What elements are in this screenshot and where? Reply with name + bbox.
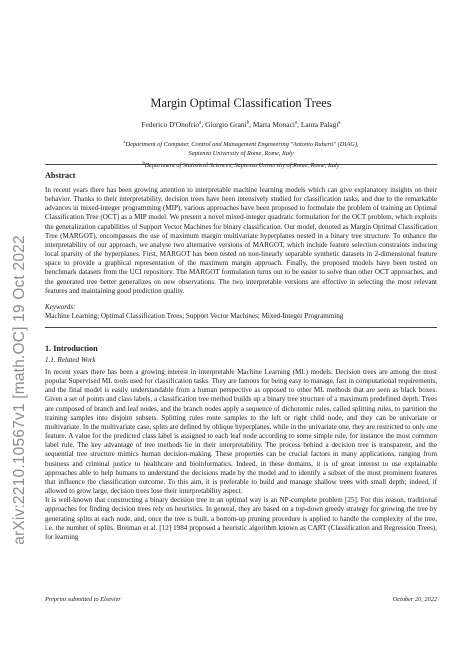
subsection-heading-related-work: 1.1. Related Work: [45, 356, 96, 364]
arxiv-id-text: arXiv:2210.10567v1 [math.OC] 19 Oct 2022: [11, 235, 29, 545]
footer-preprint-note: Preprint submitted to Elsevier: [45, 596, 121, 603]
introduction-body: [45, 368, 437, 542]
author: Giorgio Grani$^b$: [205, 120, 250, 129]
section-heading-introduction: 1. Introduction: [45, 344, 98, 353]
abstract-text: In recent years there has been growing attention to interpretable machine learning models which can give explanatory insights on their behavior. Thanks to their interpretability, decision trees have been intensively studied for classification tasks, and due to the remarkable advances in mixed-integer programming (MIP), various approaches have been proposed to formulate the problem of training an Optimal Classification Tree (OCT) as a MIP model. We present a novel mixed-integer quadratic formulation for the OCT problem, which exploits the generalization capabilities of Support Vector Machines for binary classification. Our model, denoted as Margin Optimal Classification Tree (MARGOT), encompasses the use of maximum margin multivariate hyperplanes nested in a binary tree structure. To enhance the interpretability of our approach, we analyse two alternative versions of MARGOT, which include feature selection constraints inducing local sparsity of the hyperplanes. First, MARGOT has been tested on non-linearly separable synthetic datasets in 2-dimensional feature space to provide a graphical representation of the maximum margin approach. Finally, the proposed models have been tested on benchmark datasets from the UCI repository. The MARGOT formulation turns out to be easier to solve than other OCT approaches, and the generated tree better generalizes on new observations. The two interpretable versions are effective in selecting the most relevant features and maintaining good prediction quality.: [45, 186, 437, 295]
affiliation-continued: Sapienza University of Rome, Rome, Italy: [188, 150, 294, 158]
paragraph: In recent years there has been a growing interest in interpretable Machine Learning (ML) models. Decision trees are among the most popular Supervised ML tools used for classification tasks. They are famous for being easy to manage, fast in computational requirements, and the final model is easily understandable from a human perspective as opposed to other ML methods that are seen as black boxes. Given a set of points and class labels, a classification tree method builds up a binary tree structure of a maximum predefined depth. Trees are composed of branch and leaf nodes, and the branch nodes apply a sequence of dichotomic rules, called splitting rules, to partition the training samples into disjoint subsets. Splitting rules route samples to the left or right child node, and they can be univariate or multivariate. In the multivariate case, splits are defined by oblique hyperplanes, while in the univariate one, they are restricted to only one feature. A value for the predicted class label is assigned to each leaf node according to some simple rule, for instance the most common label rule. The key advantage of tree methods lie in their interpretability. The process behind a decision tree is transparent, and the sequential tree structure mimics human decision-making. These properties can be crucial factors in many applications, ranging from business and criminal justice to healthcare and bioinformatics. Indeed, in these domains, it is of great interest to use explainable approaches able to help humans to understand the decisions made by the model and to identify a subset of the most prominent features that influence the classification outcome. To this aim, it is preferable to build and manage shallow trees with small depth; indeed, if allowed to grow large, decision trees lose their interpretability aspect.: [45, 368, 437, 496]
affiliation: $^a$Department of Computer, Control and Management Engineering "Antonio Ruberti" (DIAG),: [123, 139, 359, 149]
affiliations: [45, 137, 437, 170]
arxiv-identifier: [6, 200, 34, 580]
paragraph: It is well-known that constructing a binary decision tree in an optimal way is an NP-complete problem [25]. For this reason, traditional approaches for finding decision trees rely on heuristics. In general, they are based on a top-down greedy strategy for growing the tree by generating splits at each node, and, once the tree is built, a bottom-up pruning procedure is applied to handle the complexity of the tree, i.e. the number of splits. Breiman et al. [12] 1984 proposed a heuristic algorithm known as CART (Classification and Regression Trees), for learning: [45, 496, 437, 541]
keywords-text: Machine Learning; Optimal Classification Trees; Support Vector Machines; Mixed-Integer Programming: [45, 312, 344, 320]
affiliation: $^b$Department of Statistical Sciences, Sapienza University of Rome, Rome, Italy: [142, 160, 340, 170]
author: Marta Monaci$^a$: [252, 120, 298, 129]
author: Federico D'Onofrio$^a$: [141, 120, 202, 129]
page-footer: [45, 596, 437, 603]
abstract-top-rule: [45, 164, 437, 165]
footer-date: October 20, 2022: [392, 596, 437, 603]
keywords-heading: Keywords:: [45, 303, 76, 311]
paper-title: Margin Optimal Classification Trees: [150, 96, 332, 110]
author-list: Federico D'Onofrio$^a$, Giorgio Grani$^b$, Marta Monaci$^a$, Laura Palagi$^a$: [141, 120, 341, 129]
author: Laura Palagi$^a$: [300, 120, 341, 129]
abstract-heading: Abstract: [45, 171, 76, 180]
abstract-bottom-rule: [45, 327, 437, 328]
